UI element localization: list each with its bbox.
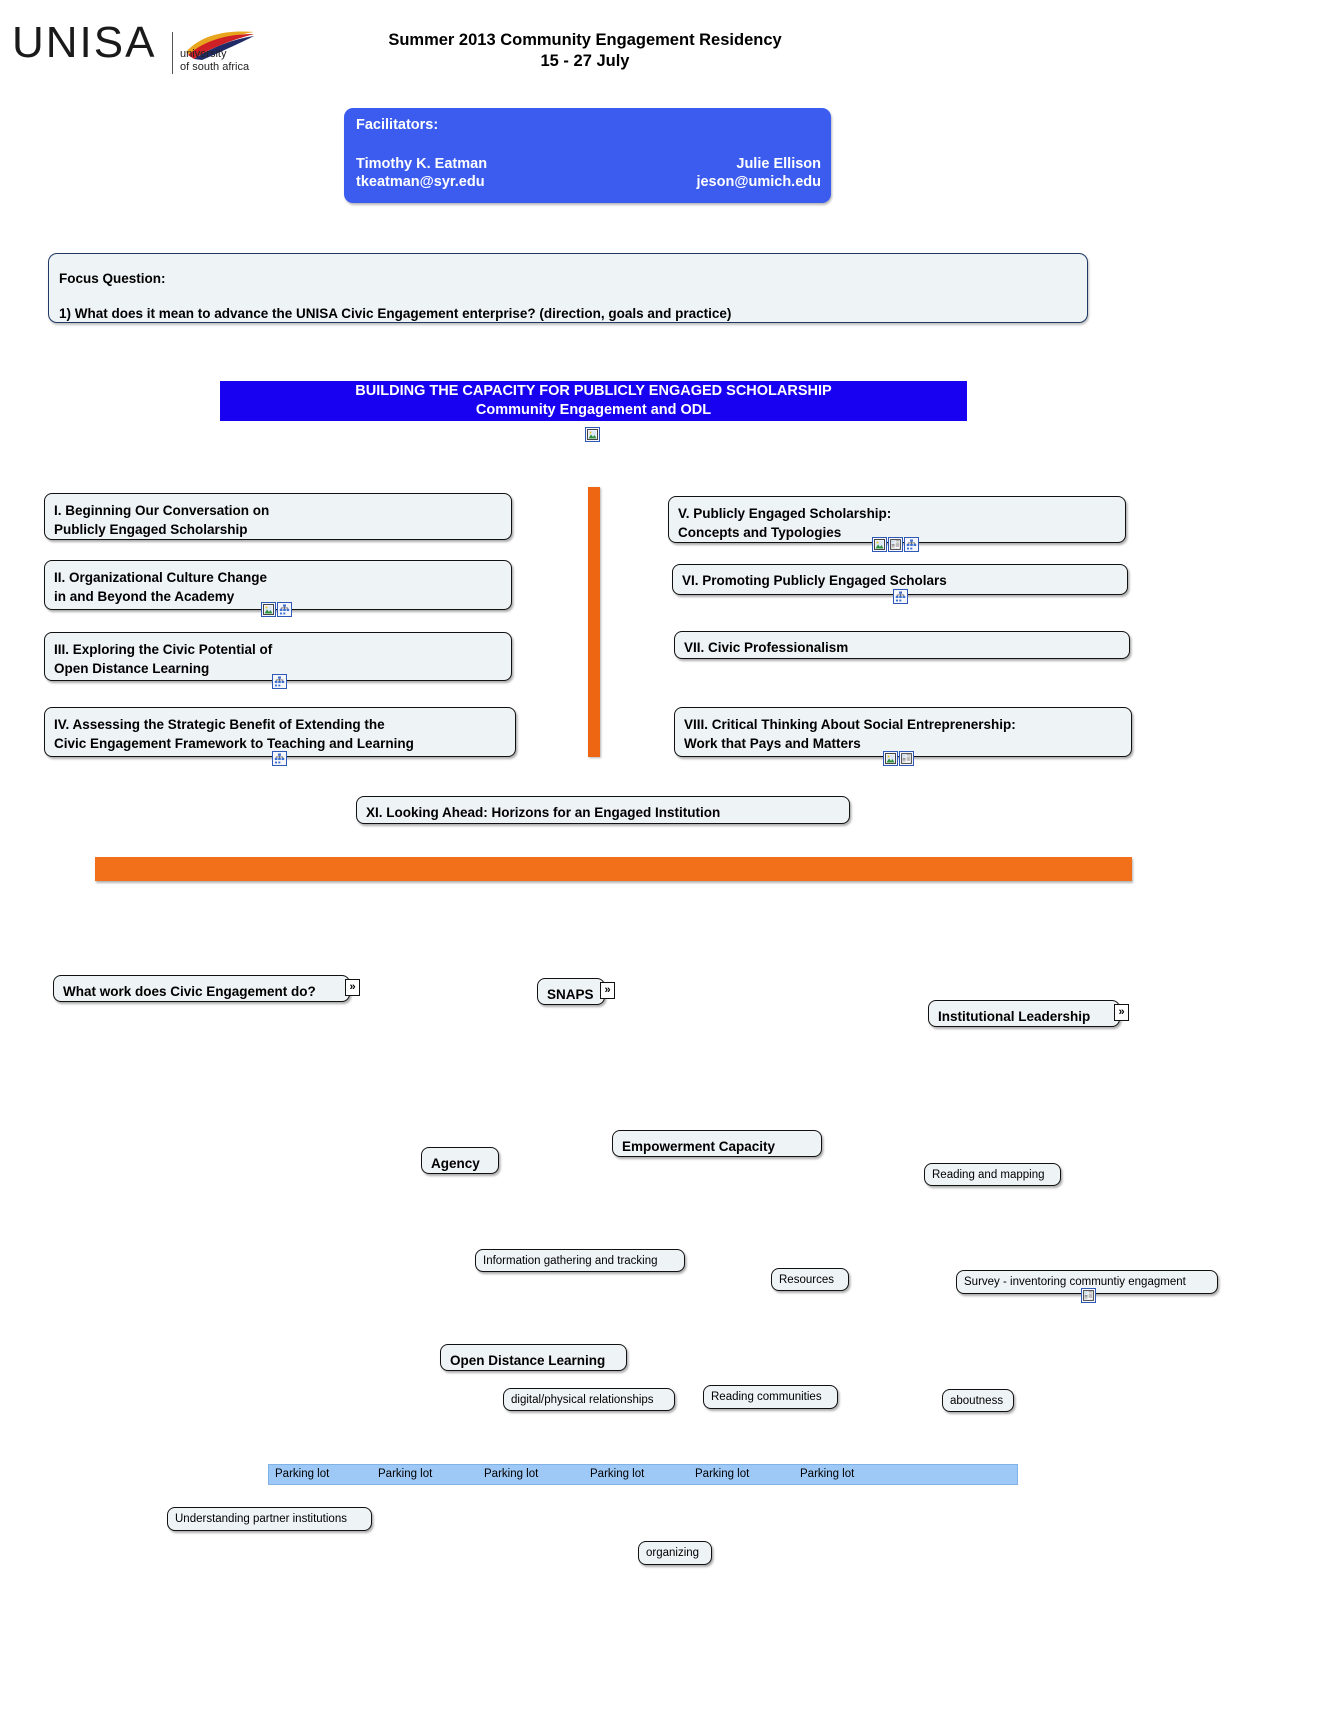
concept-what-work-does-civic-engagement-do[interactable] (53, 975, 350, 1002)
document-attachment-icon[interactable] (888, 537, 903, 552)
section-i-line1: I. Beginning Our Conversation on (54, 503, 270, 518)
concept-organizing[interactable] (638, 1541, 712, 1565)
orange-vertical-divider (588, 487, 600, 757)
document-attachment-icon[interactable] (1081, 1288, 1096, 1303)
concept-label: What work does Civic Engagement do? (63, 984, 316, 999)
section-iv-attachment-chips[interactable] (272, 751, 287, 766)
section-viii-attachment-chips[interactable] (883, 751, 914, 766)
concept-reading-and-mapping[interactable] (924, 1163, 1061, 1186)
facilitator-1-name: Timothy K. Eatman (356, 156, 488, 172)
page-title-line1: Summer 2013 Community Engagement Residency (388, 31, 782, 49)
capacity-banner (220, 381, 967, 421)
expand-arrow-glyph: » (604, 984, 611, 996)
section-vii-line1: VII. Civic Professionalism (684, 640, 849, 655)
logo-wordmark: UNISA (12, 18, 157, 67)
logo-divider (172, 32, 173, 74)
concept-label: Survey - inventoring communtiy engagment (964, 1276, 1186, 1288)
facilitator-2-name: Julie Ellison (736, 156, 821, 172)
concept-understanding-partner-institutions[interactable] (167, 1507, 372, 1531)
unisa-logo (12, 16, 272, 80)
page-title (300, 30, 870, 72)
expand-arrow-icon[interactable] (600, 982, 615, 999)
org-chart-attachment-icon[interactable] (904, 537, 919, 552)
section-xi-label: XI. Looking Ahead: Horizons for an Engaged Institution (366, 805, 721, 820)
section-iv-line2: Civic Engagement Framework to Teaching and Learning (54, 736, 414, 751)
parking-lot-item[interactable]: Parking lot (484, 1468, 539, 1480)
parking-lot-item[interactable]: Parking lot (800, 1468, 855, 1480)
focus-question-box (48, 253, 1088, 323)
orange-horizontal-divider (95, 857, 1132, 881)
facilitators-box (344, 108, 831, 203)
section-v-line2: Concepts and Typologies (678, 525, 842, 540)
logo-subtext-line1: university (180, 48, 227, 60)
banner-attachment-chips[interactable] (585, 427, 600, 442)
section-viii-line1: VIII. Critical Thinking About Social Entreprenership: (684, 717, 1016, 732)
concept-institutional-leadership[interactable] (928, 1000, 1120, 1027)
focus-question-text: 1) What does it mean to advance the UNISA Civic Engagement enterprise? (direction, goals and practice) (59, 306, 732, 321)
section-ii-attachment-chips[interactable] (261, 602, 292, 617)
concept-label: Reading and mapping (932, 1169, 1045, 1181)
image-attachment-icon[interactable] (261, 602, 276, 617)
concept-information-gathering-and-tracking[interactable] (475, 1249, 685, 1272)
concept-label: Understanding partner institutions (175, 1513, 347, 1525)
parking-lot-item[interactable]: Parking lot (378, 1468, 433, 1480)
concept-label: aboutness (950, 1395, 1004, 1407)
section-box-xi[interactable] (356, 796, 850, 824)
concept-open-distance-learning[interactable] (440, 1344, 627, 1371)
parking-lot-item[interactable]: Parking lot (695, 1468, 750, 1480)
facilitator-2-email[interactable]: jeson@umich.edu (696, 174, 821, 190)
concept-empowerment-capacity[interactable] (612, 1130, 822, 1157)
concept-agency[interactable] (421, 1147, 499, 1174)
facilitator-1-email[interactable]: tkeatman@syr.edu (356, 174, 485, 190)
focus-question-label: Focus Question: (59, 271, 166, 286)
section-viii-line2: Work that Pays and Matters (684, 736, 861, 751)
section-iv-line1: IV. Assessing the Strategic Benefit of Extending the (54, 717, 385, 732)
expand-arrow-icon[interactable] (345, 979, 360, 996)
image-attachment-icon[interactable] (883, 751, 898, 766)
concept-label: SNAPS (547, 987, 594, 1002)
org-chart-attachment-icon[interactable] (272, 674, 287, 689)
concept-label: Agency (431, 1156, 480, 1171)
logo-subtext (180, 48, 249, 74)
section-box-vii[interactable] (674, 631, 1130, 659)
page-title-line2: 15 - 27 July (540, 52, 630, 70)
org-chart-attachment-icon[interactable] (277, 602, 292, 617)
capacity-banner-line1: BUILDING THE CAPACITY FOR PUBLICLY ENGAGED SCHOLARSHIP (355, 383, 832, 399)
concept-snaps[interactable] (537, 978, 605, 1005)
concept-label: Information gathering and tracking (483, 1255, 658, 1267)
section-box-v[interactable] (668, 496, 1126, 543)
expand-arrow-glyph: » (349, 981, 356, 993)
concept-label: Resources (779, 1274, 834, 1286)
image-attachment-icon[interactable] (872, 537, 887, 552)
section-box-iv[interactable] (44, 707, 516, 757)
facilitators-list (356, 156, 821, 190)
section-box-i[interactable] (44, 493, 512, 540)
org-chart-attachment-icon[interactable] (893, 589, 908, 604)
survey-attachment-chips[interactable] (1081, 1288, 1096, 1303)
section-vi-line1: VI. Promoting Publicly Engaged Scholars (682, 573, 947, 588)
section-v-attachment-chips[interactable] (872, 537, 919, 552)
concept-reading-communities[interactable] (703, 1385, 838, 1409)
org-chart-attachment-icon[interactable] (272, 751, 287, 766)
concept-label: Reading communities (711, 1391, 822, 1403)
concept-label: digital/physical relationships (511, 1394, 654, 1406)
section-v-line1: V. Publicly Engaged Scholarship: (678, 506, 892, 521)
section-iii-attachment-chips[interactable] (272, 674, 287, 689)
section-vi-attachment-chips[interactable] (893, 589, 908, 604)
expand-arrow-glyph: » (1118, 1006, 1125, 1018)
logo-subtext-line2: of south africa (180, 61, 250, 73)
concept-label: organizing (646, 1547, 700, 1559)
expand-arrow-icon[interactable] (1114, 1004, 1129, 1021)
section-iii-line2: Open Distance Learning (54, 661, 210, 676)
concept-aboutness[interactable] (942, 1389, 1014, 1412)
concept-resources[interactable] (771, 1268, 849, 1291)
document-attachment-icon[interactable] (899, 751, 914, 766)
parking-lot-strip[interactable] (268, 1464, 1018, 1485)
parking-lot-item[interactable]: Parking lot (590, 1468, 645, 1480)
concept-label: Open Distance Learning (450, 1353, 606, 1368)
concept-label: Institutional Leadership (938, 1009, 1091, 1024)
image-attachment-icon[interactable] (585, 427, 600, 442)
section-i-line2: Publicly Engaged Scholarship (54, 522, 248, 537)
concept-label: Empowerment Capacity (622, 1139, 776, 1154)
parking-lot-item[interactable]: Parking lot (275, 1468, 330, 1480)
section-box-viii[interactable] (674, 707, 1132, 757)
facilitators-label: Facilitators: (356, 117, 439, 133)
section-iii-line1: III. Exploring the Civic Potential of (54, 642, 273, 657)
capacity-banner-line2: Community Engagement and ODL (475, 402, 712, 418)
concept-digital-physical-relationships[interactable] (503, 1388, 675, 1411)
section-ii-line2: in and Beyond the Academy (54, 589, 235, 604)
section-ii-line1: II. Organizational Culture Change (54, 570, 268, 585)
